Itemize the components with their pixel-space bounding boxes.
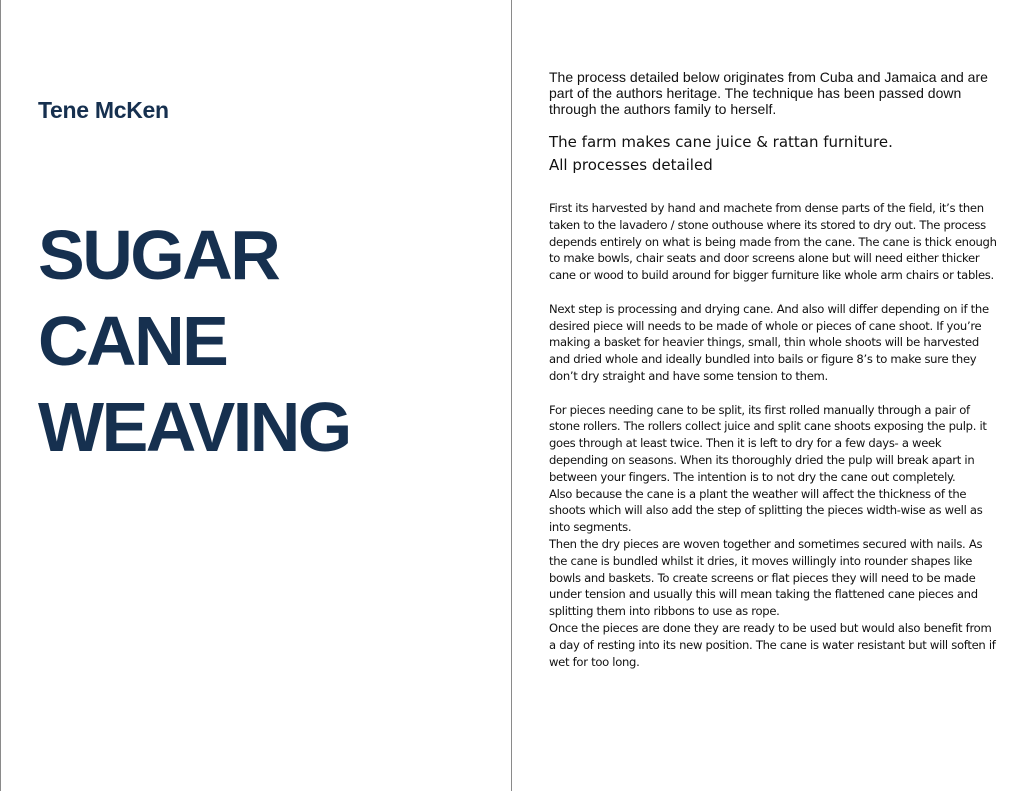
body-paragraph: First its harvested by hand and machete from dense parts of the field, it’s then taken to the lavadero / stone outhouse where its stored to dry out. The process depends entirely on what is being made from the cane. The cane is thick enough to make bowls, chair seats and door screens alone but will need either thicker cane or wood to build around for bigger furniture like whole arm chairs or tables. [549,201,997,283]
tagline-line: All processes detailed [549,156,713,174]
body-paragraph: For pieces needing cane to be split, its first rolled manually through a pair of stone rollers. The rollers collect juice and split cane shoots exposing the pulp. it goes through at least twice. Then it is left to dry for a few days- a week depending on seasons. When its thoroughly dried the pulp will break apart in between your fingers. The intention is to not dry the cane out completely. [549,402,987,484]
body-paragraph: Then the dry pieces are woven together and sometimes secured with nails. As the cane is bundled whilst it dries, it moves willingly into rounder shapes like bowls and baskets. To create screens or flat pieces they will need to be made under tension and usually this will mean taking the flattened cane pieces and splitting them into ribbons to use as rope. [549,536,983,619]
body-text [549,200,999,670]
title-line: WEAVING [38,388,350,466]
title-line: CANE [38,302,227,380]
author-name: Tene McKen [38,97,169,123]
body-paragraph: Also because the cane is a plant the weather will affect the thickness of the shoots which will also add the step of splitting the pieces width-wise as well as into segments. [549,486,983,535]
body-paragraph: Once the pieces are done they are ready to be used but would also benefit from a day of resting into its new position. The cane is water resistant but will soften if wet for too long. [549,620,996,669]
tagline [549,131,994,177]
tagline-line: The farm makes cane juice & rattan furniture. [549,133,893,151]
title-line: SUGAR [38,216,279,294]
right-page [512,0,1024,791]
body-paragraph: Next step is processing and drying cane. And also will differ depending on if the desired piece will needs to be made of whole or pieces of cane shoot. If you’re making a basket for heavier things, small, thin whole shoots will be harvested and dried whole and ideally bundled into bails or figure 8’s to make sure they don’t dry straight and have some tension to them. [549,301,989,383]
left-page [0,0,511,791]
book-title [38,212,350,470]
intro-paragraph: The process detailed below originates from Cuba and Jamaica and are part of the authors heritage. The technique has been passed down through the authors family to herself. [549,69,988,117]
